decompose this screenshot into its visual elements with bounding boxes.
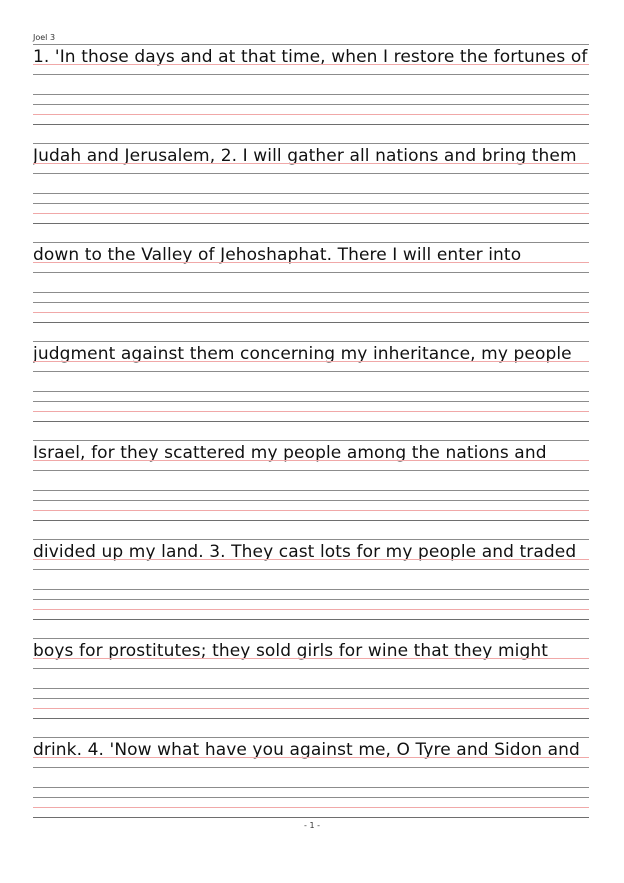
page-number: - 1 -	[304, 821, 320, 830]
guide-rule	[33, 371, 589, 372]
practice-line-1: 1. 'In those days and at that time, when I restore the fortunes of	[33, 47, 588, 67]
practice-block	[33, 242, 589, 330]
top-rule	[33, 341, 589, 342]
baseline-rule	[33, 312, 589, 313]
bottom-rule	[33, 619, 589, 620]
practice-block	[33, 143, 589, 231]
baseline-rule	[33, 510, 589, 511]
baseline-rule	[33, 559, 589, 560]
baseline-rule	[33, 411, 589, 412]
guide-rule	[33, 589, 589, 590]
guide-rule	[33, 272, 589, 273]
baseline-rule	[33, 708, 589, 709]
guide-rule	[33, 292, 589, 293]
baseline-rule	[33, 114, 589, 115]
practice-line-8: drink. 4. 'Now what have you against me, O Tyre and Sidon and	[33, 740, 580, 760]
bottom-rule	[33, 223, 589, 224]
practice-block	[33, 440, 589, 528]
baseline-rule	[33, 64, 589, 65]
practice-block	[33, 44, 589, 132]
guide-rule	[33, 193, 589, 194]
practice-line-5: Israel, for they scattered my people among the nations and	[33, 443, 547, 463]
guide-rule	[33, 470, 589, 471]
guide-rule	[33, 173, 589, 174]
bottom-rule	[33, 817, 589, 818]
bottom-rule	[33, 520, 589, 521]
guide-rule	[33, 569, 589, 570]
practice-block	[33, 737, 589, 825]
baseline-rule	[33, 807, 589, 808]
bottom-rule	[33, 421, 589, 422]
practice-block	[33, 638, 589, 726]
practice-line-3: down to the Valley of Jehoshaphat. There I will enter into	[33, 245, 522, 265]
practice-line-6: divided up my land. 3. They cast lots for my people and traded	[33, 542, 577, 562]
guide-rule	[33, 104, 589, 105]
guide-rule	[33, 767, 589, 768]
baseline-rule	[33, 460, 589, 461]
top-rule	[33, 539, 589, 540]
top-rule	[33, 638, 589, 639]
guide-rule	[33, 599, 589, 600]
top-rule	[33, 737, 589, 738]
practice-block	[33, 341, 589, 429]
baseline-rule	[33, 213, 589, 214]
baseline-rule	[33, 609, 589, 610]
guide-rule	[33, 787, 589, 788]
guide-rule	[33, 203, 589, 204]
guide-rule	[33, 698, 589, 699]
baseline-rule	[33, 163, 589, 164]
baseline-rule	[33, 361, 589, 362]
practice-line-7: boys for prostitutes; they sold girls for wine that they might	[33, 641, 548, 661]
page-header: Joel 3	[33, 33, 56, 42]
bottom-rule	[33, 322, 589, 323]
bottom-rule	[33, 718, 589, 719]
top-rule	[33, 44, 589, 45]
top-rule	[33, 242, 589, 243]
guide-rule	[33, 668, 589, 669]
baseline-rule	[33, 658, 589, 659]
baseline-rule	[33, 757, 589, 758]
top-rule	[33, 440, 589, 441]
guide-rule	[33, 797, 589, 798]
practice-line-2: Judah and Jerusalem, 2. I will gather all nations and bring them	[33, 146, 577, 166]
practice-line-4: judgment against them concerning my inheritance, my people	[33, 344, 572, 364]
guide-rule	[33, 500, 589, 501]
guide-rule	[33, 74, 589, 75]
practice-block	[33, 539, 589, 627]
guide-rule	[33, 401, 589, 402]
guide-rule	[33, 490, 589, 491]
guide-rule	[33, 94, 589, 95]
top-rule	[33, 143, 589, 144]
baseline-rule	[33, 262, 589, 263]
guide-rule	[33, 302, 589, 303]
guide-rule	[33, 688, 589, 689]
guide-rule	[33, 391, 589, 392]
bottom-rule	[33, 124, 589, 125]
